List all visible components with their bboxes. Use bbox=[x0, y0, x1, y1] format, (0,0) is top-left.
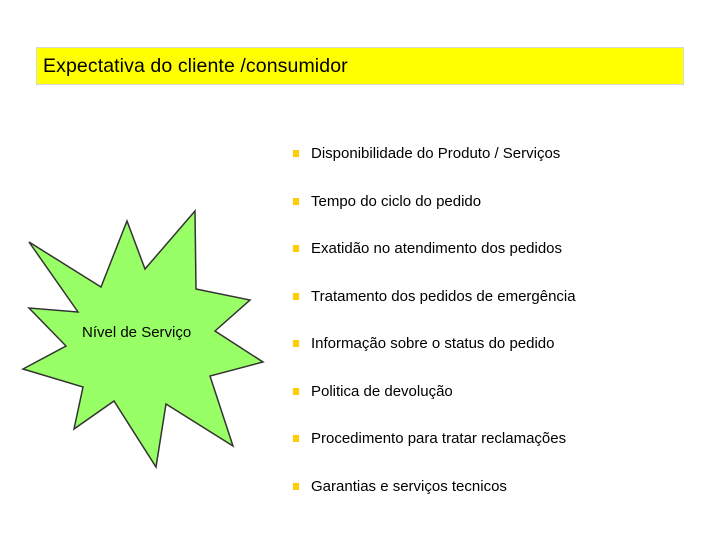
list-item-text: Tempo do ciclo do pedido bbox=[311, 192, 482, 210]
list-item-text: Tratamento dos pedidos de emergência bbox=[311, 287, 576, 305]
list-item bbox=[293, 425, 566, 451]
list-item bbox=[293, 140, 560, 166]
square-bullet-icon bbox=[293, 435, 299, 442]
list-item bbox=[293, 283, 576, 309]
square-bullet-icon bbox=[293, 150, 299, 157]
list-item-text: Disponibilidade do Produto / Serviços bbox=[311, 144, 561, 162]
square-bullet-icon bbox=[293, 198, 299, 205]
list-item-text: Exatidão no atendimento dos pedidos bbox=[311, 239, 563, 257]
square-bullet-icon bbox=[293, 483, 299, 490]
square-bullet-icon bbox=[293, 245, 299, 252]
list-item bbox=[293, 378, 453, 404]
square-bullet-icon bbox=[293, 340, 299, 347]
square-bullet-icon bbox=[293, 293, 299, 300]
list-item-text: Garantias e serviços tecnicos bbox=[311, 477, 507, 495]
list-item-text: Informação sobre o status do pedido bbox=[311, 334, 555, 352]
star-label: Nível de Serviço bbox=[82, 324, 192, 341]
list-item-text: Procedimento para tratar reclamações bbox=[311, 429, 567, 447]
list-item bbox=[293, 330, 555, 356]
list-item bbox=[293, 473, 507, 499]
list-item bbox=[293, 235, 562, 261]
square-bullet-icon bbox=[293, 388, 299, 395]
list-item bbox=[293, 188, 481, 214]
slide-title: Expectativa do cliente /consumidor bbox=[43, 54, 348, 77]
list-item-text: Politica de devolução bbox=[311, 382, 453, 400]
slide-title-bar bbox=[36, 47, 684, 85]
service-level-star bbox=[20, 205, 265, 470]
